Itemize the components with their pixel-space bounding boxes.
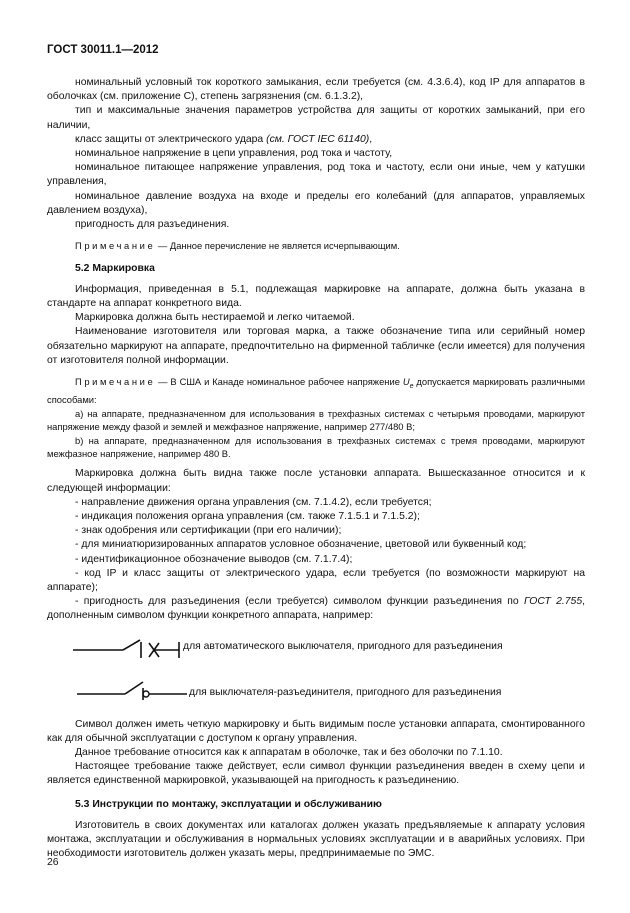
switch-disconnector-symbol — [47, 676, 192, 706]
list-item: номинальное напряжение в цепи управления, род тока и частоту, — [75, 148, 393, 160]
list-item: номинальное давление воздуха на входе и пределы его колебаний (для аппаратов, управляемых давлением воздуха), — [47, 190, 585, 216]
paragraph: Настоящее требование также действует, если символ функции разъединения введен в схему цепи и является единственной маркировкой, указывающей на пригодность к разъединению. — [47, 761, 585, 787]
paragraph: Информация, приведенная в 5.1, подлежащая маркировке на аппарате, должна быть указана в стандарте на аппарат конкретного вида. — [47, 283, 585, 310]
note: Примечание — В США и Канаде номинальное рабочее напряжение $U_e$ допускается маркировать различными способами: — [47, 376, 585, 406]
spacer — [47, 789, 585, 798]
paragraph: Маркировка должна быть видна также после установки аппарата. Вышесказанное относится и к следующей информации: — [47, 468, 585, 494]
list-item: - для миниатюризированных аппаратов условное обозначение, цветовой или буквенный код; — [75, 539, 527, 551]
spacer — [47, 253, 585, 262]
list-item: - направление движения органа управления (см. 7.1.4.2), если требуется; — [75, 496, 432, 508]
note: Примечание — Данное перечисление не является исчерпывающим. — [75, 240, 400, 252]
running-header: ГОСТ 30011.1—2012 — [47, 44, 159, 56]
circuit-breaker-symbol-row — [47, 636, 585, 672]
spacer — [47, 368, 585, 375]
list-item: класс защиты от электрического удара (см. ГОСТ IEC 61140), — [75, 133, 373, 145]
paragraph: Наименование изготовителя или торговая марка, а также обозначение типа или серийный номер обязательно маркируют на аппарате, предпочтительно на фирменной табличке (если имеется) для получения от изготовителя полной информации. — [47, 326, 585, 366]
list-item: номинальный условный ток короткого замыкания, если требуется (см. 4.3.6.4), код IP для аппаратов в оболочках (см. приложение С), степень загрязнения (см. 6.1.3.2), — [47, 77, 585, 103]
note-label: Примечание — [75, 240, 156, 252]
paragraph: Данное требование относится как к аппаратам в оболочке, так и без оболочки по 7.1.10. — [75, 747, 503, 759]
section-heading: 5.2 Маркировка — [75, 262, 155, 274]
paragraph: Символ должен иметь четкую маркировку и быть видимым после установки аппарата, смонтированного как для обычной эксплуатации с доступом к органу управления. — [47, 718, 585, 744]
spacer — [47, 276, 585, 283]
standard-reference: (см. ГОСТ IEC 61140) — [266, 133, 370, 145]
list-item: - индикация положения органа управления (см. также 7.1.5.1 и 7.1.5.2); — [75, 510, 420, 522]
list-item: - код IP и класс защиты от электрического удара, если требуется (по возможности маркируют на аппарате); — [47, 567, 585, 593]
spacer — [47, 460, 585, 467]
note-item: а) на аппарате, предназначенном для использования в трехфазных системах с четырьмя проводами, маркируют напряжение между фазой и землей и межфазное напряжение, например 277/480 В; — [47, 407, 585, 433]
voltage-subscript: e — [409, 382, 414, 390]
list-item: номинальное питающее напряжение управления, род тока и частоту, если они иные, чем у катушки управления, — [47, 162, 585, 188]
paragraph: Изготовитель в своих документах или каталогах должен указать предъявляемые к аппарату условия монтажа, эксплуатации и обслуживания в нормальных условиях эксплуатации и в аварийных условиях. При необходимости изготовитель должен указать меры, предпринимаемые по ЭМС. — [47, 819, 585, 860]
note-label: Примечание — [75, 376, 156, 388]
list-item: пригодность для разъединения. — [75, 219, 230, 231]
standard-reference: ГОСТ 2.755 — [523, 596, 583, 608]
switch-disconnector-symbol-row — [47, 676, 585, 712]
page-number: 26 — [47, 857, 59, 868]
list-item: - пригодность для разъединения (если требуется) символом функции разъединения по ГОСТ 2.755, дополненным символом функции конкретного аппарата, например: — [47, 596, 585, 622]
spacer — [47, 812, 585, 819]
note-item: b) на аппарате, предназначенном для использования в трехфазных системах с тремя проводами, маркируют межфазное напряжение, например 480 В. — [47, 434, 585, 459]
spacer — [47, 624, 585, 636]
page-body — [47, 76, 585, 861]
list-item: - идентификационное обозначение выводов (см. 7.1.7.4); — [75, 553, 353, 565]
list-item: - знак одобрения или сертификации (при его наличии); — [75, 525, 342, 537]
list-item: тип и максимальные значения параметров устройства для защиты от коротких замыканий, при его наличии, — [47, 105, 585, 131]
symbol-caption: для автоматического выключателя, пригодного для разъединения — [183, 640, 503, 652]
paragraph: Маркировка должна быть нестираемой и легко читаемой. — [75, 312, 355, 324]
symbol-caption: для выключателя-разъединителя, пригодного для разъединения — [189, 686, 502, 698]
circuit-breaker-disconnector-symbol — [47, 636, 187, 666]
voltage-symbol: U — [402, 376, 410, 388]
section-heading: 5.3 Инструкции по монтажу, эксплуатации и обслуживанию — [75, 798, 382, 810]
spacer — [47, 232, 585, 239]
